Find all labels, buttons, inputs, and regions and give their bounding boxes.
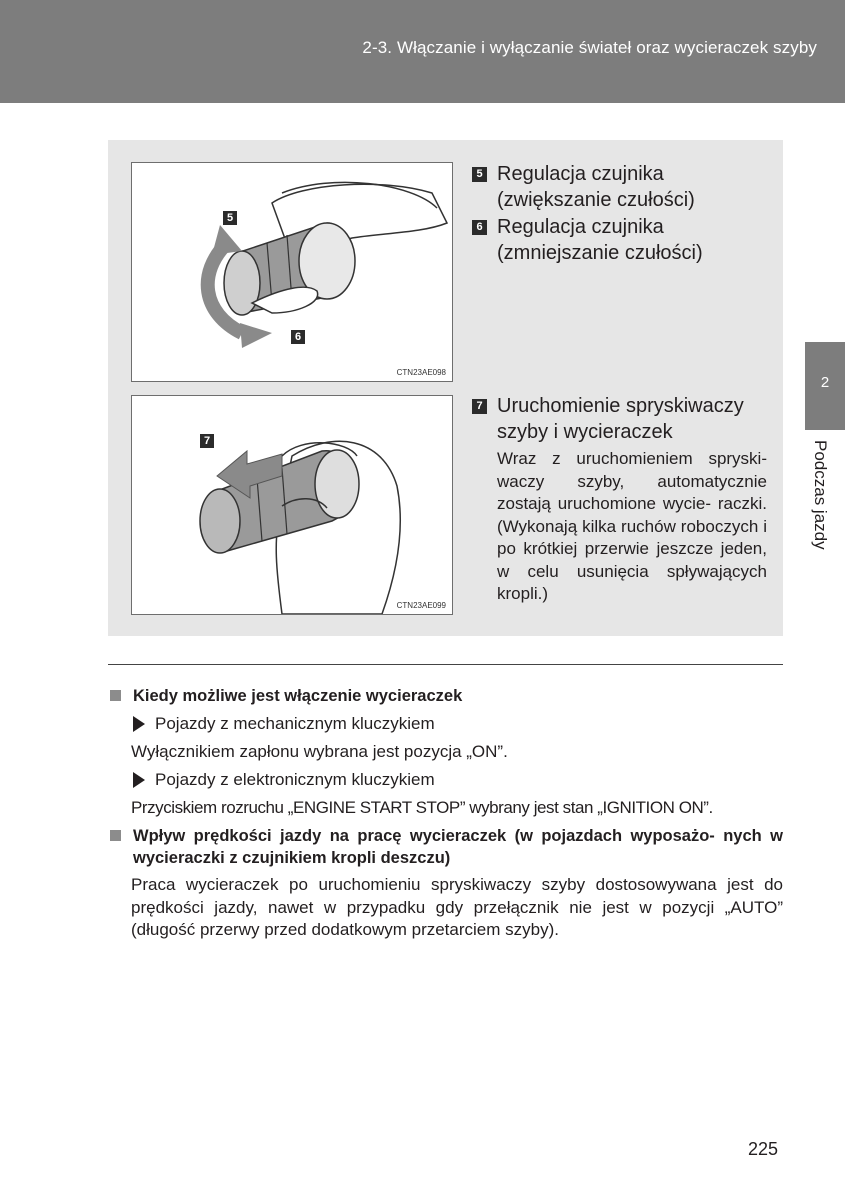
triangle-bullet-icon: [133, 772, 145, 788]
figure-badge-6: 6: [291, 330, 305, 344]
page-number: 225: [748, 1139, 779, 1159]
heading-text: Wpływ prędkości jazdy na pracę wycieraczek (w pojazdach wyposażo- nych w wycieraczki z czujnikiem kropli deszczu): [133, 827, 783, 867]
callout-text: Regulacja czujnika (zwiększanie czułości): [497, 163, 695, 211]
square-bullet-icon: [110, 830, 121, 841]
callout-badge: 6: [472, 220, 487, 235]
heading-text: Kiedy możliwe jest włączenie wycieraczek: [133, 687, 463, 705]
callout-7-description: Wraz z uruchomieniem spryski- waczy szyby, automatycznie zostają uruchomione wycie- raczki. (Wykonają kilka ruchów roboczych i po krótkiej przerwie jeszcze jeden, w celu usunięcia spływających kropli.): [497, 449, 767, 603]
body-text: Wyłącznikiem zapłonu wybrana jest pozycja „ON”.: [131, 742, 508, 761]
chapter-title: 2-3. Włączanie i wyłączanie świateł oraz wycieraczek szyby: [362, 38, 817, 57]
figure-code: CTN23AE098: [396, 368, 446, 377]
section-heading-1: [110, 685, 783, 707]
callout-badge: 7: [472, 399, 487, 414]
washer-stalk-illustration: [132, 396, 452, 614]
section-heading-2: [110, 825, 783, 869]
callout-text: Regulacja czujnika (zmniejszanie czułości): [497, 216, 703, 264]
section-divider: [108, 664, 783, 665]
subheading-text: Pojazdy z mechanicznym kluczykiem: [155, 714, 435, 733]
square-bullet-icon: [110, 690, 121, 701]
figure-sensor-adjust: [131, 162, 453, 382]
wiper-ring-illustration: [132, 163, 452, 381]
chapter-label: Podczas jazdy: [811, 440, 830, 550]
callout-5: [472, 161, 772, 213]
triangle-bullet-icon: [133, 716, 145, 732]
chapter-number: 2: [820, 374, 830, 391]
callout-6: [472, 214, 772, 266]
callout-badge: 5: [472, 167, 487, 182]
subheading-electronic-key: [133, 769, 733, 791]
chapter-tab: [805, 342, 845, 430]
body-text: Przyciskiem rozruchu „ENGINE START STOP” wybrany jest stan „IGNITION ON”.: [131, 798, 713, 817]
page-header: [0, 0, 845, 103]
subheading-text: Pojazdy z elektronicznym kluczykiem: [155, 770, 435, 789]
figure-badge-7: 7: [200, 434, 214, 448]
figure-washer-activate: [131, 395, 453, 615]
figure-badge-5: 5: [223, 211, 237, 225]
body-paragraph: Praca wycieraczek po uruchomieniu spryskiwaczy szyby dostosowywana jest do prędkości jazdy, nawet w przypadku gdy przełącznik nie jest w pozycji „AUTO” (długość przerwy przed dodatkowym przetarciem szyby).: [131, 875, 783, 939]
subheading-mechanical-key: [133, 713, 733, 735]
figure-code: CTN23AE099: [396, 601, 446, 610]
callout-7: [472, 393, 772, 445]
callout-text: Uruchomienie spryskiwaczy szyby i wycieraczek: [497, 395, 744, 443]
